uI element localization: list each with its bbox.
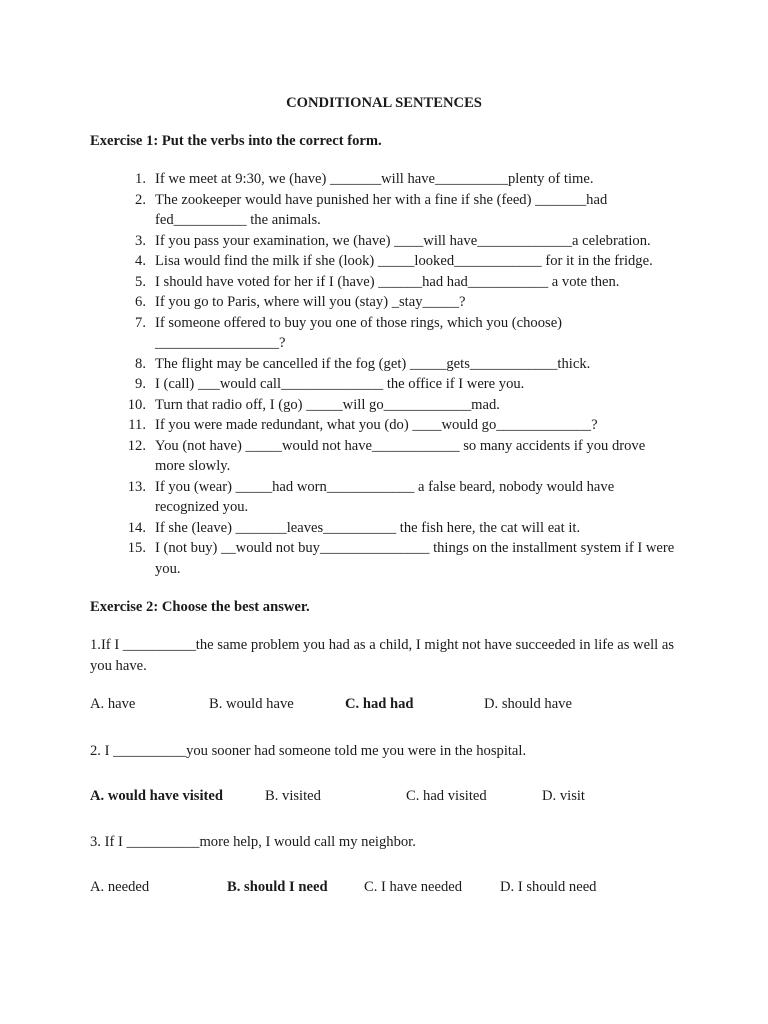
option-d: D. visit — [542, 788, 585, 804]
list-item — [0, 292, 768, 313]
option-c: C. I have needed — [364, 879, 463, 895]
item-number: 13. — [127, 478, 146, 495]
question-3-options — [0, 877, 768, 899]
list-item — [0, 374, 768, 395]
item-number: 11. — [128, 417, 146, 433]
item-text: I should have voted for her if I (have) ______had had___________ a vote then. — [155, 273, 620, 290]
item-text: The flight may be cancelled if the fog (get) _____gets____________thick. — [155, 355, 591, 372]
item-text: If we meet at 9:30, we (have) _______will have__________plenty of time. — [155, 171, 594, 187]
item-number: 10. — [127, 396, 146, 413]
item-number: 14. — [127, 519, 146, 536]
item-number: 12. — [127, 437, 146, 454]
exercise-1-heading: Exercise 1: Put the verbs into the correct form. — [90, 133, 382, 149]
option-c: C. had visited — [406, 788, 487, 804]
list-item — [0, 415, 768, 436]
list-item — [0, 354, 768, 375]
list-item — [0, 169, 768, 190]
question-2-text: 2. I __________you sooner had someone told me you were in the hospital. — [90, 743, 527, 759]
list-item — [0, 518, 768, 539]
list-item — [0, 251, 768, 272]
item-text: The zookeeper would have punished her with a fine if she (feed) _______had fed__________ the animals. — [155, 191, 608, 228]
item-text: If someone offered to buy you one of those rings, which you (choose) _________________? — [155, 314, 563, 351]
option-a: A. needed — [90, 879, 150, 895]
item-text: If you were made redundant, what you (do) ____would go_____________? — [155, 417, 598, 433]
list-item — [0, 231, 768, 252]
item-text: You (not have) _____would not have____________ so many accidents if you drove more slowly. — [155, 437, 646, 474]
option-d: D. should have — [484, 696, 572, 712]
document-title: CONDITIONAL SENTENCES — [286, 95, 482, 111]
item-text: Lisa would find the milk if she (look) _____looked____________ for it in the fridge. — [155, 253, 653, 269]
question-1-options — [0, 694, 768, 716]
item-text: If you pass your examination, we (have) ____will have_____________a celebration. — [155, 232, 651, 249]
item-number: 4. — [135, 253, 146, 269]
question-1-text: 1.If I __________the same problem you had as a child, I might not have succeeded in life as well as you have. — [90, 637, 674, 674]
item-number: 7. — [135, 314, 146, 331]
list-item — [0, 477, 768, 518]
item-text: If you go to Paris, where will you (stay) _stay_____? — [155, 294, 466, 310]
option-d: D. I should need — [500, 879, 597, 895]
option-c: C. had had — [345, 696, 414, 712]
question-2-options — [0, 786, 768, 808]
item-number: 8. — [135, 355, 146, 372]
question-3-text: 3. If I __________more help, I would call my neighbor. — [90, 834, 416, 850]
list-item — [0, 395, 768, 416]
item-text: Turn that radio off, I (go) _____will go____________mad. — [155, 396, 500, 413]
exercise-2-heading: Exercise 2: Choose the best answer. — [90, 599, 310, 615]
item-number: 9. — [135, 376, 146, 392]
list-item — [0, 272, 768, 293]
item-number: 5. — [135, 273, 146, 290]
item-number: 1. — [135, 171, 146, 187]
item-text: I (not buy) __would not buy_______________ things on the installment system if I were you. — [155, 540, 675, 577]
item-text: I (call) ___would call______________ the office if I were you. — [155, 376, 525, 392]
option-b: B. visited — [265, 788, 321, 804]
item-text: If you (wear) _____had worn____________ a false beard, nobody would have recognized you. — [155, 478, 615, 515]
option-b: B. should I need — [227, 879, 328, 895]
exercise-1-list — [0, 169, 768, 579]
item-text: If she (leave) _______leaves__________ the fish here, the cat will eat it. — [155, 519, 581, 536]
list-item — [0, 538, 768, 579]
option-a: A. have — [90, 696, 136, 712]
option-a: A. would have visited — [90, 788, 223, 804]
item-number: 15. — [127, 540, 146, 556]
option-b: B. would have — [209, 696, 294, 712]
list-item — [0, 190, 768, 231]
item-number: 3. — [135, 232, 146, 249]
list-item — [0, 436, 768, 477]
item-number: 6. — [135, 294, 146, 310]
list-item — [0, 313, 768, 354]
item-number: 2. — [135, 191, 146, 208]
